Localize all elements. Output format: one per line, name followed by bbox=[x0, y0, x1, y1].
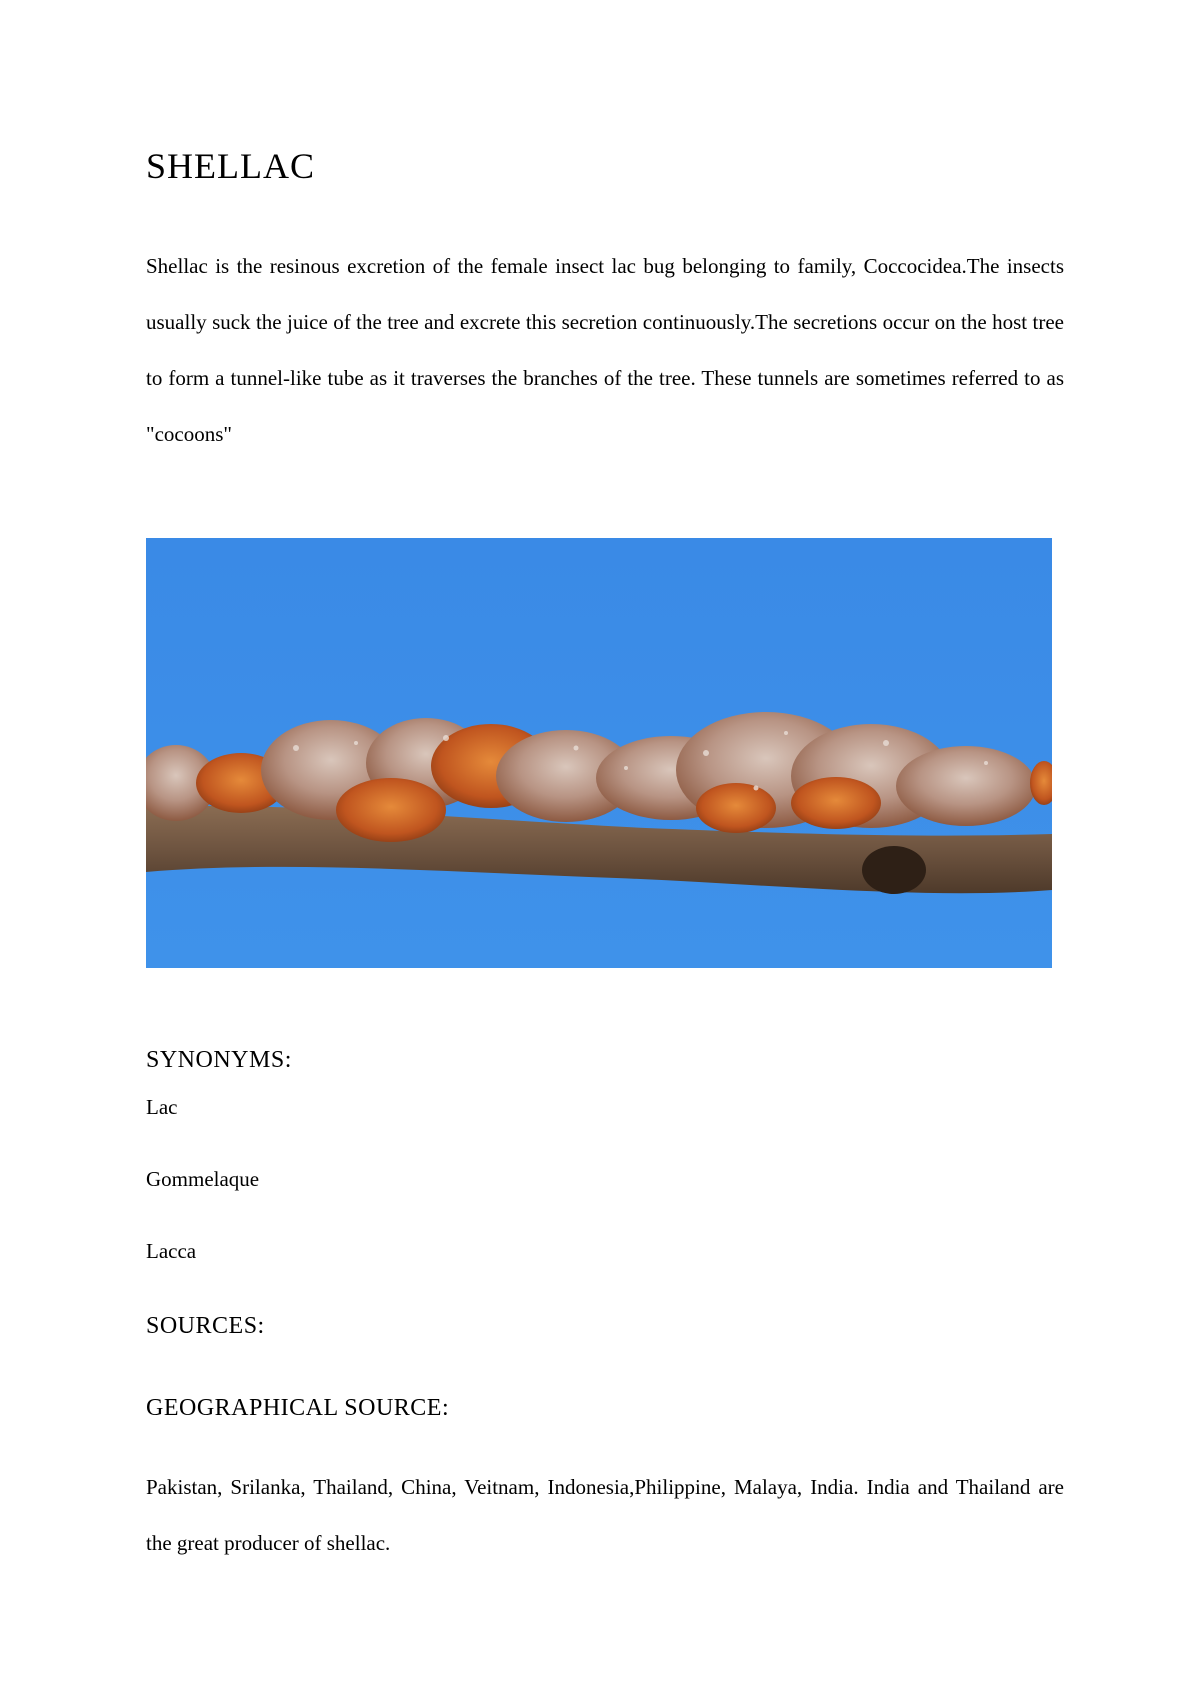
synonyms-heading: SYNONYMS: bbox=[146, 1047, 292, 1073]
sources-heading: SOURCES: bbox=[146, 1313, 265, 1339]
geographical-source-heading: GEOGRAPHICAL SOURCE: bbox=[146, 1395, 450, 1421]
synonym-item: Gommelaque bbox=[146, 1167, 260, 1191]
synonym-item: Lacca bbox=[146, 1239, 197, 1263]
geographical-source-paragraph: Pakistan, Srilanka, Thailand, China, Veitnam, Indonesia,Philippine, Malaya, India. India and Thailand are the great producer of shellac. bbox=[146, 1475, 1064, 1555]
page-title: SHELLAC bbox=[146, 146, 315, 186]
shellac-branch-photo bbox=[146, 538, 1052, 968]
synonym-item: Lac bbox=[146, 1095, 178, 1119]
intro-paragraph: Shellac is the resinous excretion of the female insect lac bug belonging to family, Coccocidea.The insects usually suck the juice of the tree and excrete this secretion continuously.The secretions occur on the host tree to form a tunnel-like tube as it traverses the branches of the tree. These tunnels are sometimes referred to as "cocoons" bbox=[146, 254, 1064, 446]
